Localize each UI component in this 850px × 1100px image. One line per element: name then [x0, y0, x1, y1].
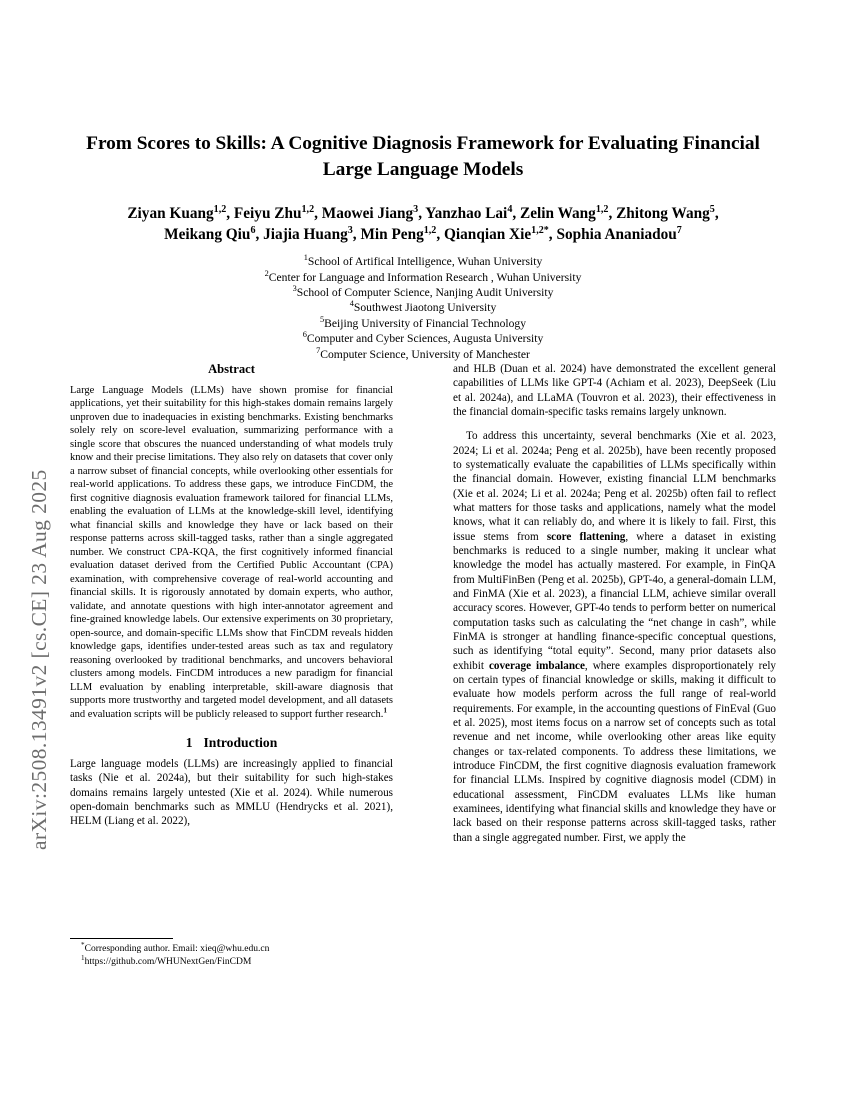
footnote-marker-asterisk: *: [81, 940, 85, 949]
affiliation-marker: 5: [319, 315, 325, 325]
author-affiliation-marker: 6: [250, 225, 256, 237]
emphasis-score-flattening: score flattening: [546, 530, 626, 543]
affiliation-marker: 2: [264, 268, 269, 278]
author-affiliation-marker: 1,2: [423, 225, 437, 237]
affiliation-marker: 7: [316, 345, 321, 355]
author-line-1: Ziyan Kuang$^{1,2}$, Feiyu Zhu$^{1,2}$, Maowei Jiang$^3$, Yanzhao Lai$^4$, Zelin Wang$^{1,2}$, Zhitong Wang$^5$,: [127, 203, 719, 222]
affiliation-item: [70, 254, 776, 269]
author-name: Qianqian Xie: [444, 226, 532, 244]
footnote-url-text: https://github.com/WHUNextGen/FinCDM: [84, 955, 252, 967]
page-title: [76, 131, 770, 183]
two-column-body: [70, 362, 776, 1002]
footnote-divider: [70, 938, 173, 939]
author-name: Zelin Wang: [520, 204, 596, 222]
footnote-project-url: [70, 953, 393, 969]
abstract-heading: Abstract: [208, 362, 255, 376]
title-line-1: From Scores to Skills: A Cognitive Diagnosis Framework for Evaluating Financial: [86, 133, 760, 154]
affiliation-text: Computer and Cyber Sciences, Augusta University: [306, 332, 544, 346]
intro-paragraph-2: [453, 429, 776, 845]
author-name: Meikang Qiu: [164, 226, 251, 244]
paragraph-2-part-1: To address this uncertainty, several benchmarks (Xie et al. 2023, 2024; Li et al. 2024a; Peng et al. 2025b), have been recently proposed to systematically evaluate the capabilities of LLMs specifically within the financial domain. However, existing financial LLM benchmarks (Xie et al. 2024; Li et al. 2024a; Peng et al. 2025b) often fail to reflect what matters for those tasks and applications, namely what the model knows, what it can reliably do, and where it is likely to fail. First, this issue stems from: [453, 430, 776, 543]
affiliation-text: Computer Science, University of Manchester: [320, 347, 530, 361]
author-name: Sophia Ananiadou: [556, 226, 677, 244]
footnote-corresponding-text: Corresponding author. Email: xieq@whu.edu.cn: [84, 943, 270, 954]
author-affiliation-marker: 3: [347, 225, 353, 237]
left-column: [70, 362, 393, 829]
author-name: Zhitong Wang: [616, 204, 710, 222]
paragraph-2-part-2: , where a dataset in existing benchmarks is reduced to a single number, making it unclear what knowledge the model has actually mastered. For example, in FinQA from MultiFinBen (Peng et al. 2025b), GPT-4o, a general-domain LLM, and FinMA (Xie et al. 2023), a financial LLM, achieve similar overall accuracy scores. However, GPT-4o tends to perform better on numerical computation tasks such as calculating the “net change in cash”, while FinMA is stronger at handling finance-specific conceptual questions, such as identifying “total equity”. Second, many prior datasets also exhibit: [453, 530, 777, 672]
affiliation-item: [70, 331, 776, 346]
author-affiliation-marker: 4: [507, 203, 513, 215]
affiliation-marker: 4: [349, 299, 354, 309]
author-affiliation-marker: 5: [709, 203, 715, 215]
affiliation-text: School of Computer Science, Nanjing Audit University: [296, 285, 554, 299]
affiliation-marker: 6: [302, 330, 307, 340]
section-title: Introduction: [203, 735, 278, 751]
right-column: [453, 362, 776, 845]
affiliation-item: [70, 347, 776, 362]
section-heading-introduction: [70, 735, 393, 751]
abstract-text: [70, 384, 393, 721]
affiliation-text: School of Artifical Intelligence, Wuhan University: [307, 255, 543, 269]
affiliation-item: [70, 300, 776, 315]
title-line-2: Large Language Models: [322, 158, 524, 180]
section-number: 1: [185, 735, 193, 751]
intro-paragraph-1: Large language models (LLMs) are increasingly applied to financial tasks (Nie et al. 2024a), but their suitability for such high-stakes domains remains largely untested (Xie et al. 2024). While numerous open-domain benchmarks such as MMLU (Hendrycks et al. 2021), HELM (Liang et al. 2022),: [70, 758, 393, 828]
arxiv-stamp: [0, 0, 64, 1100]
author-name: Feiyu Zhu: [233, 204, 302, 222]
author-affiliation-marker: 7: [676, 225, 682, 237]
affiliation-item: [70, 270, 776, 285]
affiliation-item: [70, 285, 776, 300]
author-affiliation-marker: 3: [413, 203, 419, 215]
emphasis-coverage-imbalance: coverage imbalance: [488, 659, 585, 672]
arxiv-stamp-text: arXiv:2508.13491v2 [cs.CE] 23 Aug 2025: [27, 469, 51, 850]
author-affiliation-marker: 1,2*: [531, 225, 549, 237]
affiliation-marker: 1: [303, 253, 308, 263]
affiliation-list: [70, 254, 776, 362]
author-affiliation-marker: 1,2: [595, 203, 609, 215]
author-list: [70, 203, 776, 246]
author-affiliation-marker: 1,2: [301, 203, 315, 215]
affiliation-text: Center for Language and Information Research , Wuhan University: [268, 270, 582, 284]
author-name: Ziyan Kuang: [127, 204, 214, 222]
author-line-2: Meikang Qiu$^6$, Jiajia Huang$^3$, Min Peng$^{1,2}$, Qianqian Xie$^{1,2*}$, Sophia Ananiadou$^7$: [164, 225, 682, 244]
author-name: Maowei Jiang: [321, 204, 414, 222]
author-name: Min Peng: [360, 226, 424, 244]
affiliation-item: [70, 316, 776, 331]
footnote-marker-one: 1: [81, 953, 85, 962]
affiliation-text: Beijing University of Financial Technology: [324, 316, 526, 330]
abstract-footnote-marker: 1: [383, 707, 387, 715]
author-affiliation-marker: 1,2: [213, 203, 227, 215]
affiliation-marker: 3: [292, 284, 297, 294]
footnote-area: [70, 938, 393, 969]
title-block: [70, 0, 776, 362]
author-name: Yanzhao Lai: [425, 204, 508, 222]
paragraph-2-part-3: , where examples disproportionately rely on certain types of financial knowledge or skills, making it difficult to evaluate how models perform across the full range of real-world requirements. For example, in the accounting questions of FinEval (Guo et al. 2025), most items focus on a narrow set of concepts such as total revenue and net income, while overlooking other areas like equity changes or tax-related components. To address these limitations, we introduce FinCDM, the first cognitive diagnosis evaluation framework for financial LLMs. Inspired by cognitive diagnosis model (CDM) in educational assessment, FinCDM evaluates LLMs like human examinees, identifying what financial skills and knowledge they have or lack based on their response patterns across skill-tagged tasks, rather than a single aggregated number. First, we apply the: [453, 659, 777, 844]
affiliation-text: Southwest Jiaotong University: [353, 301, 497, 315]
author-name: Jiajia Huang: [263, 226, 348, 244]
intro-paragraph-1-continued: and HLB (Duan et al. 2024) have demonstrated the excellent general capabilities of LLMs like GPT-4 (Achiam et al. 2023), DeepSeek (Liu et al. 2024a), and LLaMA (Touvron et al. 2023), their effectiveness in the financial domain-specific tasks remains largely unknown.: [453, 363, 776, 418]
footnote-corresponding-author: [70, 940, 393, 956]
paper-page: [70, 0, 776, 1100]
abstract-body-text: Large Language Models (LLMs) have shown promise for financial applications, yet their suitability for this high-stakes domain remains largely unproven due to inadequacies in existing benchmarks. Existing benchmarks solely rely on score-level evaluation, summarizing performance with a single score that obscures the nuanced understanding of what models truly know and their precise limitations. They also rely on datasets that cover only a narrow subset of financial concepts, while overlooking other essentials for real-world applications. To address these gaps, we introduce FinCDM, the first cognitive diagnosis evaluation framework tailored for financial LLMs, enabling the evaluation of LLMs at the knowledge-skill level, identifying what financial skills and knowledge they have or lack based on their response patterns across skill-tagged tasks, rather than a single aggregated number. We construct CPA-KQA, the first cognitively informed financial evaluation dataset derived from the Certified Public Accountant (CPA) examination, with comprehensive coverage of real-world accounting and financial skills. It is rigorously annotated by domain experts, who author, validate, and annotate questions with high inter-annotator agreement and fine-grained knowledge labels. Our extensive experiments on 30 proprietary, open-source, and domain-specific LLMs show that FinCDM reveals hidden knowledge gaps, identifies under-tested areas such as tax and regulatory reasoning overlooked by traditional benchmarks, and uncovers behavioral clusters among models. FinCDM introduces a new paradigm for financial LLM evaluation by enabling interpretable, skill-aware diagnosis that supports more trustworthy and targeted model development, and all datasets and evaluation scripts will be publicly released to support further research.: [70, 385, 393, 720]
